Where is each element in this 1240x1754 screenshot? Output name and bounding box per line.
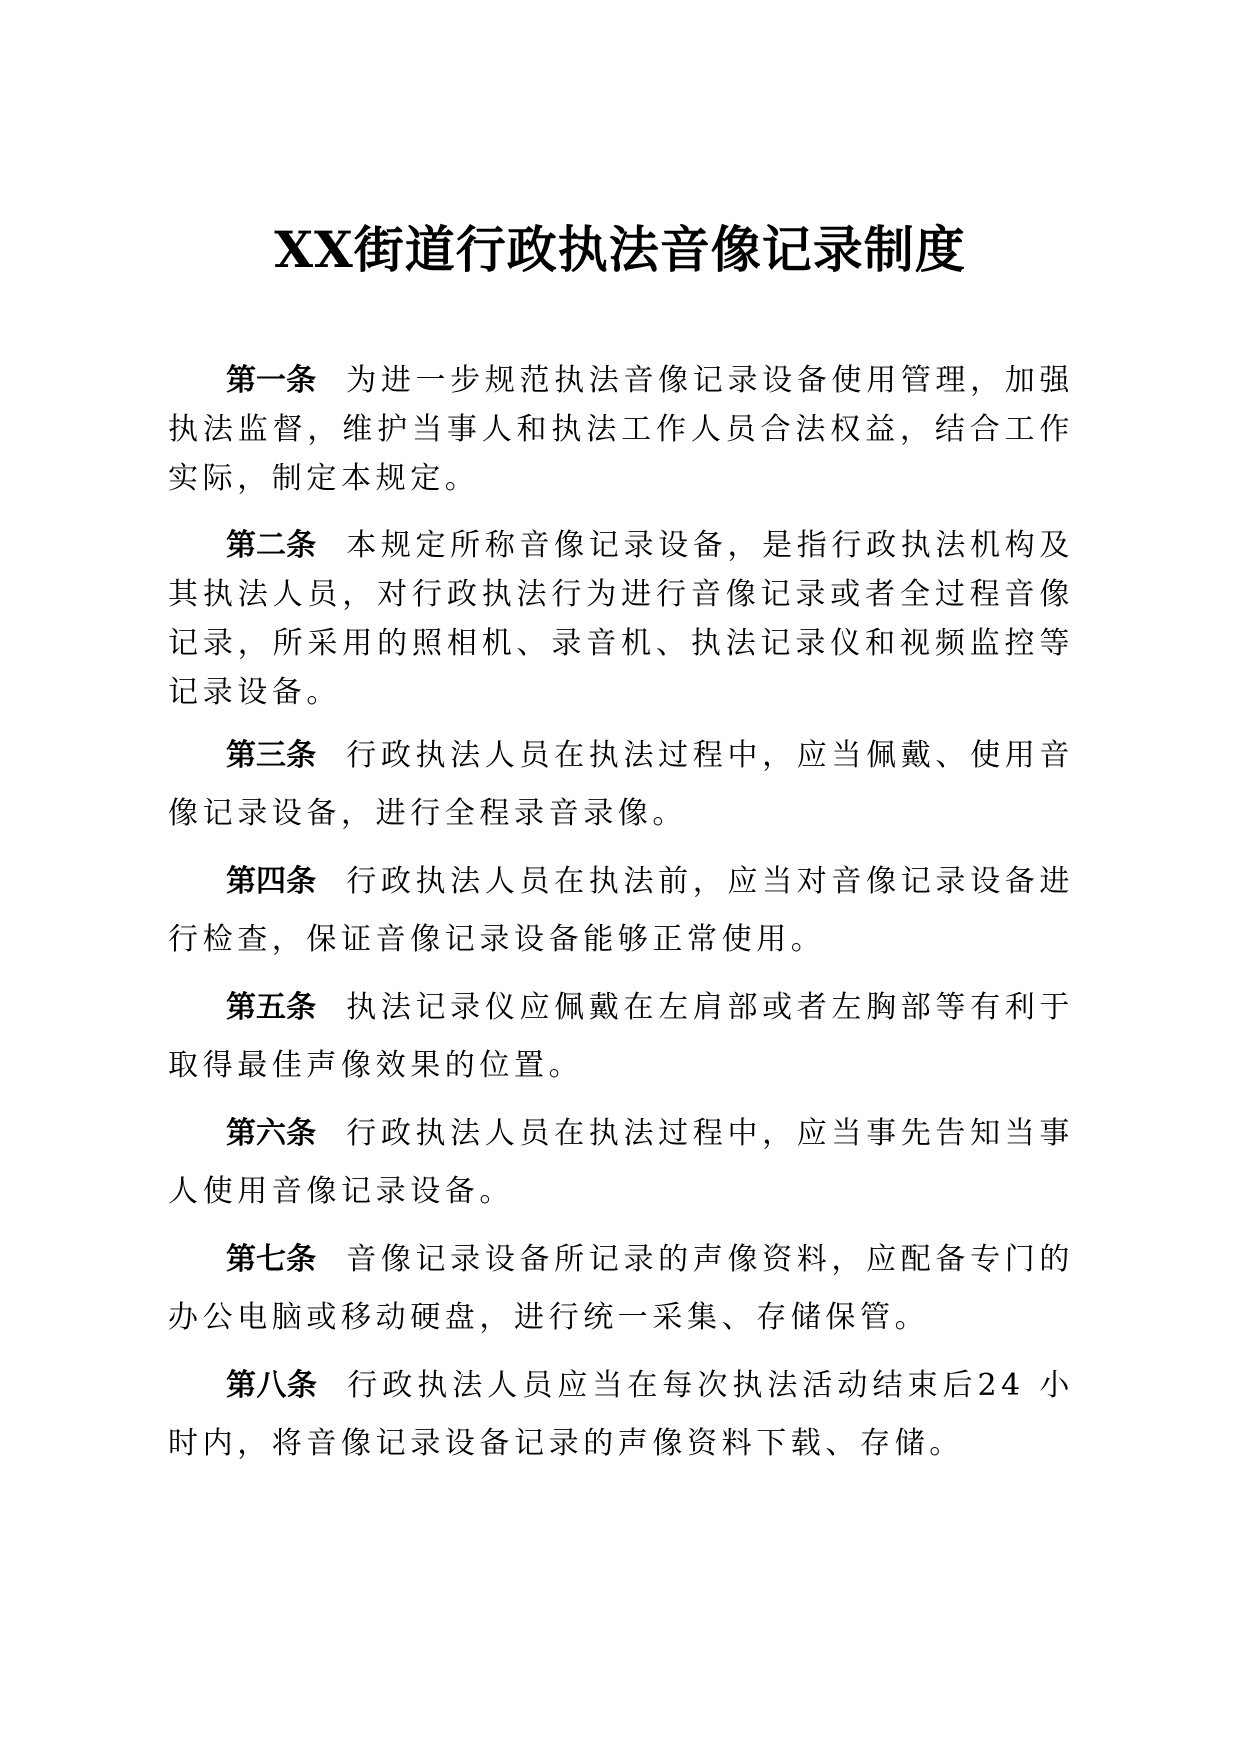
article-label: 第六条 xyxy=(226,1116,317,1151)
article-list xyxy=(168,356,1074,1473)
article-label: 第八条 xyxy=(226,1368,318,1403)
article-8 xyxy=(168,1357,1074,1473)
article-text: 行政执法人员在执法前，应当对音像记录设备进行检查，保证音像记录设备能够正常使用。 xyxy=(168,864,1074,957)
article-5 xyxy=(168,979,1074,1095)
article-7 xyxy=(168,1231,1074,1347)
document-title: XX街道行政执法音像记录制度 xyxy=(274,220,966,279)
article-label: 第七条 xyxy=(226,1242,317,1277)
article-label: 第四条 xyxy=(226,864,317,899)
article-6 xyxy=(168,1105,1074,1221)
article-text: 行政执法人员在执法过程中，应当事先告知当事人使用音像记录设备。 xyxy=(168,1116,1074,1209)
article-label: 第二条 xyxy=(226,528,317,563)
article-1 xyxy=(168,356,1074,503)
article-text: 为进一步规范执法音像记录设备使用管理，加强执法监督，维护当事人和执法工作人员合法权益，结合工作实际，制定本规定。 xyxy=(168,363,1074,496)
article-label: 第一条 xyxy=(226,363,317,398)
article-text: 本规定所称音像记录设备，是指行政执法机构及其执法人员，对行政执法行为进行音像记录或者全过程音像记录，所采用的照相机、录音机、执法记录仪和视频监控等记录设备。 xyxy=(168,528,1074,710)
article-label: 第五条 xyxy=(226,990,317,1025)
article-text: 执法记录仪应佩戴在左肩部或者左胸部等有利于取得最佳声像效果的位置。 xyxy=(168,990,1074,1083)
article-4 xyxy=(168,853,1074,969)
article-2 xyxy=(168,521,1074,717)
article-text: 音像记录设备所记录的声像资料，应配备专门的办公电脑或移动硬盘，进行统一采集、存储保管。 xyxy=(168,1242,1074,1335)
article-label: 第三条 xyxy=(226,738,317,773)
article-3 xyxy=(168,727,1074,843)
article-text: 行政执法人员在执法过程中，应当佩戴、使用音像记录设备，进行全程录音录像。 xyxy=(168,738,1074,831)
article-text: 行政执法人员应当在每次执法活动结束后24 小时内，将音像记录设备记录的声像资料下载、存储。 xyxy=(168,1368,1074,1461)
